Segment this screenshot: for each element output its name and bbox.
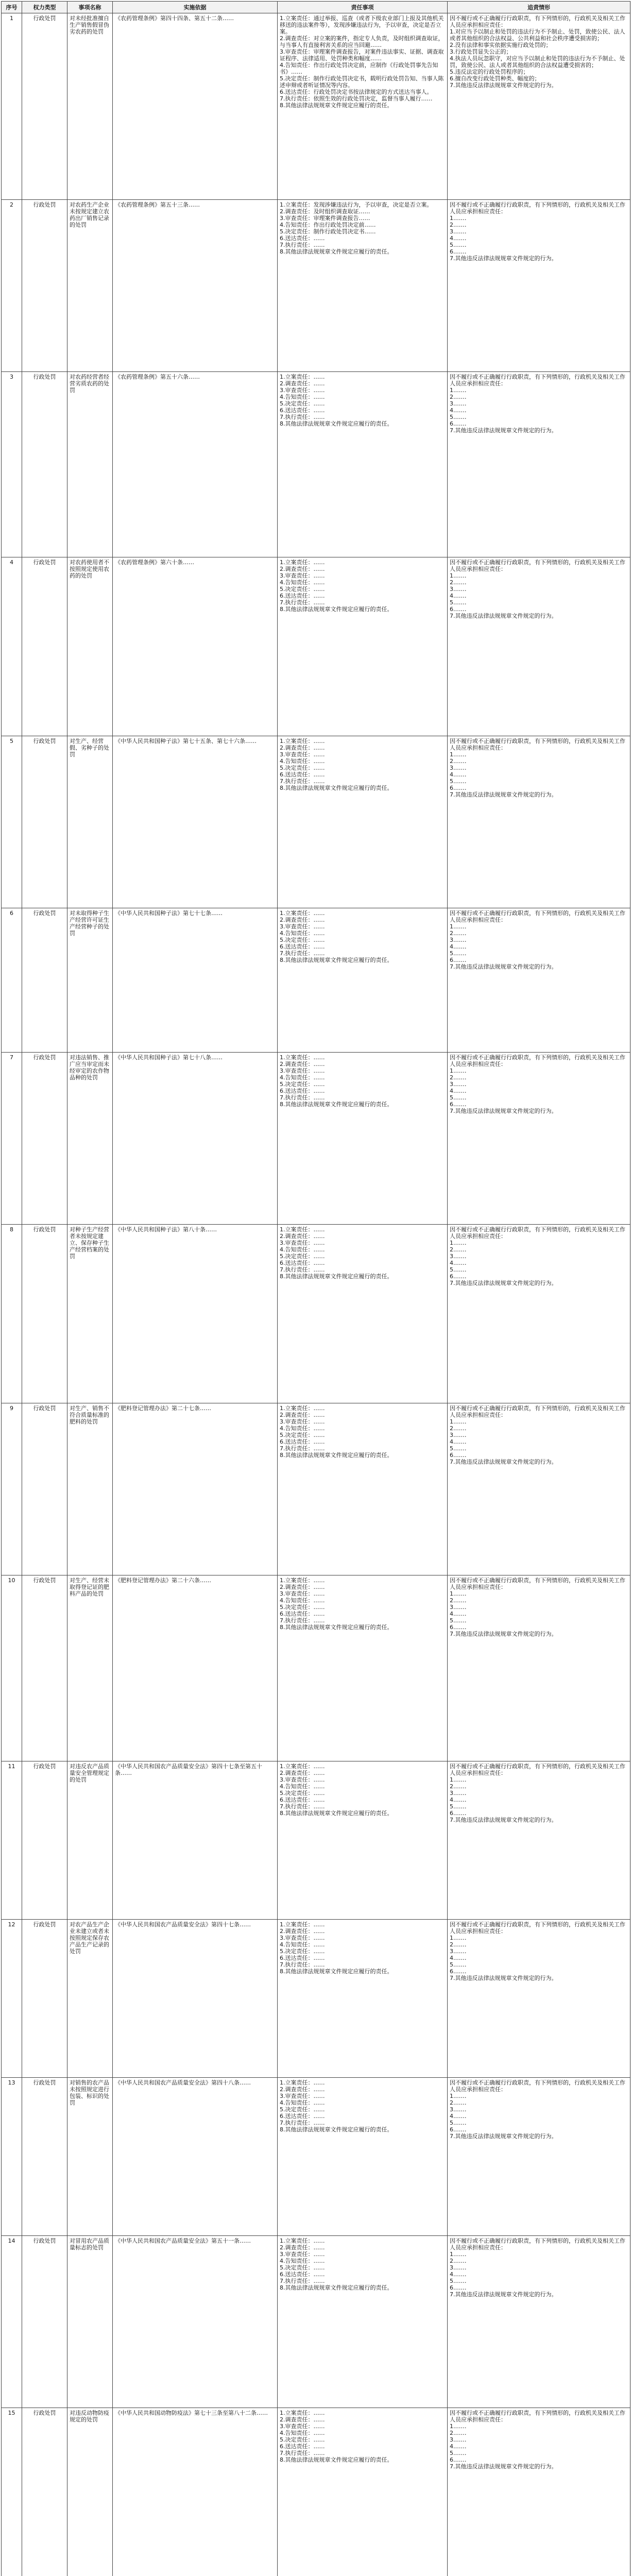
table-row — [2, 2236, 630, 2408]
duty-items: 1.立案责任：通过举报、巡查（或者下级农业部门上报及其他机关移送的违法案件等），发现涉嫌违法行为，予以审查，决定是否立案。 2.调查责任：对立案的案件，指定专人负责，及时组织调查取证，与当事人有直接利害关系的应当回避…… 3.审查责任：审理案件调查报告，对案件违法事实、证据、调查取证程序、法律适用、处罚种类和幅度…… 4.告知责任：作出行政处罚决定前，应制作《行政处罚事先告知书》…… 5.决定责任：制作行政处罚决定书，载明行政处罚告知、当事人陈述申辩或者听证情况等内容。 6.送达责任：行政处罚决定书按法律规定的方式送达当事人。 7.执行责任：依照生效的行政处罚决定，监督当事人履行…… 8.其他法律法规规章文件规定应履行的责任。 — [280, 15, 444, 109]
authority-type-cell — [22, 1053, 67, 1225]
duty-items-cell — [278, 1761, 448, 1920]
implementation-basis-cell — [113, 1920, 278, 2078]
item-name: 对农药使用者不按照规定使用农药的处罚 — [70, 559, 109, 579]
row-number: 11 — [8, 1763, 15, 1770]
liability-cases-cell — [448, 908, 630, 1053]
table-row — [2, 736, 630, 908]
authority-type: 行政处罚 — [33, 1577, 56, 1584]
duty-items: 1.立案责任：发现涉嫌违法行为，予以审查，决定是否立案。 2.调查责任：及时组织调查取证…… 3.审查责任：审理案件调查报告…… 4.告知责任：作出行政处罚决定前…… 5.决定责任：制作行政处罚决定书…… 6.送达责任：…… 7.执行责任：…… 8.其他法律法规规章文件规定应履行的责任。 — [280, 201, 433, 255]
authority-type-cell — [22, 1761, 67, 1920]
row-number-cell — [2, 2408, 22, 2576]
row-number-cell — [2, 1225, 22, 1403]
authority-type-cell — [22, 1225, 67, 1403]
table-row — [2, 1225, 630, 1403]
authority-type-cell — [22, 908, 67, 1053]
duty-items-cell — [278, 1053, 448, 1225]
implementation-basis-cell — [113, 736, 278, 908]
liability-cases: 因不履行或不正确履行行政职责，有下列情形的，行政机关及相关工作人员应承担相应责任： 1.…… 2.…… 3.…… 4.…… 5.…… 6.…… 7.其他违反法律法规规章文件规定的行为。 — [450, 2238, 625, 2298]
item-name-cell — [67, 2236, 113, 2408]
item-name: 对农药生产企业未按规定建立农药出厂销售记录的处罚 — [70, 201, 109, 228]
table-row — [2, 908, 630, 1053]
authority-type-cell — [22, 372, 67, 557]
row-number: 5 — [10, 738, 13, 744]
item-name-cell — [67, 372, 113, 557]
table-row — [2, 372, 630, 557]
item-name: 对未经批准擅自生产销售假冒伪劣农药的处罚 — [70, 15, 109, 35]
authority-type: 行政处罚 — [33, 1054, 56, 1061]
row-number-cell — [2, 200, 22, 372]
authority-type: 行政处罚 — [33, 1226, 56, 1233]
duty-items-cell — [278, 1575, 448, 1761]
row-number-cell — [2, 1920, 22, 2078]
row-number: 3 — [10, 374, 13, 380]
implementation-basis: 《中华人民共和国农产品质量安全法》第四十八条…… — [115, 2079, 251, 2086]
authority-type-cell — [22, 13, 67, 200]
liability-cases-cell — [448, 1403, 630, 1575]
duty-items-cell — [278, 1403, 448, 1575]
implementation-basis-cell — [113, 908, 278, 1053]
duty-items: 1.立案责任：…… 2.调查责任：…… 3.审查责任：…… 4.告知责任：…… 5.决定责任：…… 6.送达责任：…… 7.执行责任：…… 8.其他法律法规规章文件规定应履行的责任。 — [280, 1763, 393, 1817]
authority-type-cell — [22, 2236, 67, 2408]
header-no: 序号 — [2, 2, 22, 13]
row-number: 7 — [10, 1054, 13, 1061]
duty-items: 1.立案责任：…… 2.调查责任：…… 3.审查责任：…… 4.告知责任：…… 5.决定责任：…… 6.送达责任：…… 7.执行责任：…… 8.其他法律法规规章文件规定应履行的责任。 — [280, 738, 393, 791]
liability-cases: 因不履行或不正确履行行政职责，有下列情形的，行政机关及相关工作人员应承担相应责任： 1.…… 2.…… 3.…… 4.…… 5.…… 6.…… 7.其他违反法律法规规章文件规定的行为。 — [450, 2410, 625, 2470]
item-name-cell — [67, 1920, 113, 2078]
item-name: 对生产、销售不符合质量标准的肥料的处罚 — [70, 1405, 109, 1425]
implementation-basis-cell — [113, 13, 278, 200]
duty-items: 1.立案责任：…… 2.调查责任：…… 3.审查责任：…… 4.告知责任：…… 5.决定责任：…… 6.送达责任：…… 7.执行责任：…… 8.其他法律法规规章文件规定应履行的责任。 — [280, 559, 393, 613]
item-name: 对未取得种子生产经营许可证生产经营种子的处罚 — [70, 910, 109, 937]
table-row — [2, 2408, 630, 2576]
implementation-basis-cell — [113, 557, 278, 736]
authority-type-cell — [22, 1920, 67, 2078]
row-number: 8 — [10, 1226, 13, 1233]
row-number: 6 — [10, 910, 13, 917]
authority-type: 行政处罚 — [33, 201, 56, 208]
duty-items: 1.立案责任：…… 2.调查责任：…… 3.审查责任：…… 4.告知责任：…… 5.决定责任：…… 6.送达责任：…… 7.执行责任：…… 8.其他法律法规规章文件规定应履行的责任。 — [280, 1577, 393, 1631]
implementation-basis: 《肥料登记管理办法》第二十六条…… — [115, 1577, 211, 1584]
duty-items-cell — [278, 2236, 448, 2408]
item-name: 对种子生产经营者未按规定建立、保存种子生产经营档案的处罚 — [70, 1226, 109, 1260]
implementation-basis-cell — [113, 1053, 278, 1225]
header-name: 事项名称 — [67, 2, 113, 13]
row-number: 12 — [8, 1921, 15, 1928]
duty-items: 1.立案责任：…… 2.调查责任：…… 3.审查责任：…… 4.告知责任：…… 5.决定责任：…… 6.送达责任：…… 7.执行责任：…… 8.其他法律法规规章文件规定应履行的责任。 — [280, 1226, 393, 1280]
implementation-basis: 《中华人民共和国种子法》第七十五条、第七十六条…… — [115, 738, 257, 744]
liability-cases-cell — [448, 2078, 630, 2236]
authority-type: 行政处罚 — [33, 910, 56, 917]
authority-type: 行政处罚 — [33, 15, 56, 22]
duty-items: 1.立案责任：…… 2.调查责任：…… 3.审查责任：…… 4.告知责任：…… 5.决定责任：…… 6.送达责任：…… 7.执行责任：…… 8.其他法律法规规章文件规定应履行的责任。 — [280, 374, 393, 427]
liability-cases: 因不履行或不正确履行行政职责，有下列情形的，行政机关及相关工作人员应承担相应责任： 1.…… 2.…… 3.…… 4.…… 5.…… 6.…… 7.其他违反法律法规规章文件规定的行为。 — [450, 1577, 625, 1637]
liability-cases: 因不履行或不正确履行行政职责，有下列情形的，行政机关及相关工作人员应承担相应责任： 1.…… 2.…… 3.…… 4.…… 5.…… 6.…… 7.其他违反法律法规规章文件规定的行为。 — [450, 374, 625, 434]
authority-type-cell — [22, 557, 67, 736]
liability-cases-cell — [448, 736, 630, 908]
duty-items-cell — [278, 200, 448, 372]
authority-type-cell — [22, 1575, 67, 1761]
item-name-cell — [67, 13, 113, 200]
row-number-cell — [2, 2236, 22, 2408]
duty-items: 1.立案责任：…… 2.调查责任：…… 3.审查责任：…… 4.告知责任：…… 5.决定责任：…… 6.送达责任：…… 7.执行责任：…… 8.其他法律法规规章文件规定应履行的责任。 — [280, 2238, 393, 2291]
item-name: 对违反动物防疫规定的处罚 — [70, 2410, 109, 2423]
item-name-cell — [67, 1761, 113, 1920]
liability-cases: 因不履行或不正确履行行政职责，有下列情形的，行政机关及相关工作人员应承担相应责任： 1.…… 2.…… 3.…… 4.…… 5.…… 6.…… 7.其他违反法律法规规章文件规定的行为。 — [450, 201, 625, 262]
liability-cases: 因不履行或不正确履行行政职责，有下列情形的，行政机关及相关工作人员应承担相应责任： 1.对应当予以制止和处罚的违法行为不予制止、处罚，致使公民、法人或者其他组织的合法权益、公共利益和社会秩序遭受损害的； 2.没有法律和事实依据实施行政处罚的； 3.行政处罚显失公正的； 4.执法人员玩忽职守，对应当予以制止和处罚的违法行为不予制止、处罚，致使公民、法人或者其他组织的合法权益遭受损害的； 5.违反法定的行政处罚程序的； 6.擅自改变行政处罚种类、幅度的； 7.其他违反法律法规规章文件规定的行为。 — [450, 15, 625, 89]
duty-items-cell — [278, 13, 448, 200]
liability-cases: 因不履行或不正确履行行政职责，有下列情形的，行政机关及相关工作人员应承担相应责任： 1.…… 2.…… 3.…… 4.…… 5.…… 6.…… 7.其他违反法律法规规章文件规定的行为。 — [450, 1763, 625, 1823]
implementation-basis-cell — [113, 2078, 278, 2236]
row-number-cell — [2, 1403, 22, 1575]
item-name-cell — [67, 1053, 113, 1225]
implementation-basis-cell — [113, 1403, 278, 1575]
row-number-cell — [2, 2078, 22, 2236]
item-name: 对冒用农产品质量标志的处罚 — [70, 2238, 109, 2251]
authority-type-cell — [22, 736, 67, 908]
liability-cases-cell — [448, 200, 630, 372]
liability-cases: 因不履行或不正确履行行政职责，有下列情形的，行政机关及相关工作人员应承担相应责任： 1.…… 2.…… 3.…… 4.…… 5.…… 6.…… 7.其他违反法律法规规章文件规定的行为。 — [450, 910, 625, 970]
item-name: 对农产品生产企业未建立或者未按照规定保存农产品生产记录的处罚 — [70, 1921, 109, 1955]
liability-cases-cell — [448, 1575, 630, 1761]
table-row — [2, 2078, 630, 2236]
table-row — [2, 1761, 630, 1920]
liability-cases-cell — [448, 1761, 630, 1920]
authority-type-cell — [22, 2078, 67, 2236]
liability-cases: 因不履行或不正确履行行政职责，有下列情形的，行政机关及相关工作人员应承担相应责任： 1.…… 2.…… 3.…… 4.…… 5.…… 6.…… 7.其他违反法律法规规章文件规定的行为。 — [450, 1921, 625, 1981]
item-name-cell — [67, 736, 113, 908]
item-name-cell — [67, 908, 113, 1053]
duty-items-cell — [278, 2078, 448, 2236]
duty-items: 1.立案责任：…… 2.调查责任：…… 3.审查责任：…… 4.告知责任：…… 5.决定责任：…… 6.送达责任：…… 7.执行责任：…… 8.其他法律法规规章文件规定应履行的责任。 — [280, 1921, 393, 1975]
authority-type: 行政处罚 — [33, 559, 56, 566]
row-number-cell — [2, 1053, 22, 1225]
row-number: 10 — [8, 1577, 15, 1584]
authority-type: 行政处罚 — [33, 1763, 56, 1770]
implementation-basis: 《农药管理条例》第五十六条…… — [115, 374, 200, 380]
authority-type: 行政处罚 — [33, 1921, 56, 1928]
row-number-cell — [2, 1761, 22, 1920]
item-name-cell — [67, 1225, 113, 1403]
authority-table — [1, 1, 630, 2576]
authority-type: 行政处罚 — [33, 2079, 56, 2086]
duty-items: 1.立案责任：…… 2.调查责任：…… 3.审查责任：…… 4.告知责任：…… 5.决定责任：…… 6.送达责任：…… 7.执行责任：…… 8.其他法律法规规章文件规定应履行的责任。 — [280, 2410, 393, 2463]
item-name-cell — [67, 200, 113, 372]
item-name: 对农药经营者经营劣质农药的处罚 — [70, 374, 109, 394]
row-number: 13 — [8, 2079, 15, 2086]
row-number: 1 — [10, 15, 13, 22]
authority-type-cell — [22, 1403, 67, 1575]
table-row — [2, 557, 630, 736]
implementation-basis-cell — [113, 2236, 278, 2408]
table-row — [2, 13, 630, 200]
implementation-basis-cell — [113, 1761, 278, 1920]
table-row — [2, 1403, 630, 1575]
authority-type: 行政处罚 — [33, 738, 56, 744]
table-row — [2, 200, 630, 372]
implementation-basis: 《中华人民共和国农产品质量安全法》第四十七条…… — [115, 1921, 251, 1928]
liability-cases: 因不履行或不正确履行行政职责，有下列情形的，行政机关及相关工作人员应承担相应责任： 1.…… 2.…… 3.…… 4.…… 5.…… 6.…… 7.其他违反法律法规规章文件规定的行为。 — [450, 1405, 625, 1465]
implementation-basis-cell — [113, 372, 278, 557]
implementation-basis: 《肥料登记管理办法》第二十七条…… — [115, 1405, 211, 1412]
implementation-basis: 《中华人民共和国种子法》第七十七条…… — [115, 910, 223, 917]
row-number: 15 — [8, 2410, 15, 2416]
item-name: 对生产、经营未取得登记证的肥料产品的处罚 — [70, 1577, 109, 1597]
implementation-basis: 《农药管理条例》第四十四条、第五十二条…… — [115, 15, 234, 22]
table-row — [2, 1575, 630, 1761]
implementation-basis: 《中华人民共和国种子法》第八十条…… — [115, 1226, 217, 1233]
liability-cases: 因不履行或不正确履行行政职责，有下列情形的，行政机关及相关工作人员应承担相应责任： 1.…… 2.…… 3.…… 4.…… 5.…… 6.…… 7.其他违反法律法规规章文件规定的行为。 — [450, 1054, 625, 1114]
liability-cases-cell — [448, 2236, 630, 2408]
authority-type-cell — [22, 200, 67, 372]
implementation-basis-cell — [113, 1225, 278, 1403]
liability-cases-cell — [448, 1920, 630, 2078]
item-name: 对生产、经营假、劣种子的处罚 — [70, 738, 109, 758]
duty-items-cell — [278, 372, 448, 557]
duty-items: 1.立案责任：…… 2.调查责任：…… 3.审查责任：…… 4.告知责任：…… 5.决定责任：…… 6.送达责任：…… 7.执行责任：…… 8.其他法律法规规章文件规定应履行的责任。 — [280, 910, 393, 963]
item-name-cell — [67, 1403, 113, 1575]
row-number-cell — [2, 557, 22, 736]
implementation-basis: 《中华人民共和国种子法》第七十八条…… — [115, 1054, 223, 1061]
item-name-cell — [67, 2078, 113, 2236]
duty-items-cell — [278, 736, 448, 908]
authority-type: 行政处罚 — [33, 2238, 56, 2244]
duty-items: 1.立案责任：…… 2.调查责任：…… 3.审查责任：…… 4.告知责任：…… 5.决定责任：…… 6.送达责任：…… 7.执行责任：…… 8.其他法律法规规章文件规定应履行的责任。 — [280, 2079, 393, 2133]
implementation-basis: 《中华人民共和国动物防疫法》第七十三条至第八十二条…… — [115, 2410, 268, 2416]
header-liability: 追责情形 — [448, 2, 630, 13]
table-row — [2, 1920, 630, 2078]
liability-cases-cell — [448, 557, 630, 736]
duty-items: 1.立案责任：…… 2.调查责任：…… 3.审查责任：…… 4.告知责任：…… 5.决定责任：…… 6.送达责任：…… 7.执行责任：…… 8.其他法律法规规章文件规定应履行的责任。 — [280, 1054, 393, 1108]
duty-items-cell — [278, 557, 448, 736]
header-duty: 责任事项 — [278, 2, 448, 13]
authority-type: 行政处罚 — [33, 2410, 56, 2416]
liability-cases: 因不履行或不正确履行行政职责，有下列情形的，行政机关及相关工作人员应承担相应责任： 1.…… 2.…… 3.…… 4.…… 5.…… 6.…… 7.其他违反法律法规规章文件规定的行为。 — [450, 559, 625, 619]
header-type: 权力类型 — [22, 2, 67, 13]
duty-items-cell — [278, 908, 448, 1053]
duty-items-cell — [278, 1225, 448, 1403]
authority-type: 行政处罚 — [33, 1405, 56, 1412]
duty-items: 1.立案责任：…… 2.调查责任：…… 3.审查责任：…… 4.告知责任：…… 5.决定责任：…… 6.送达责任：…… 7.执行责任：…… 8.其他法律法规规章文件规定应履行的责任。 — [280, 1405, 393, 1459]
implementation-basis: 《中华人民共和国农产品质量安全法》第五十一条…… — [115, 2238, 251, 2244]
row-number-cell — [2, 13, 22, 200]
row-number: 2 — [10, 201, 13, 208]
row-number-cell — [2, 372, 22, 557]
row-number-cell — [2, 908, 22, 1053]
liability-cases: 因不履行或不正确履行行政职责，有下列情形的，行政机关及相关工作人员应承担相应责任： 1.…… 2.…… 3.…… 4.…… 5.…… 6.…… 7.其他违反法律法规规章文件规定的行为。 — [450, 1226, 625, 1286]
table-header-row — [2, 2, 630, 13]
item-name: 对销售的农产品未按照规定进行包装、标识的处罚 — [70, 2079, 109, 2106]
item-name-cell — [67, 1575, 113, 1761]
liability-cases: 因不履行或不正确履行行政职责，有下列情形的，行政机关及相关工作人员应承担相应责任： 1.…… 2.…… 3.…… 4.…… 5.…… 6.…… 7.其他违反法律法规规章文件规定的行为。 — [450, 738, 625, 798]
item-name: 对违反农产品质量安全管理规定的处罚 — [70, 1763, 109, 1783]
item-name: 对违法销售、推广应当审定而未经审定的农作物品种的处罚 — [70, 1054, 109, 1081]
implementation-basis-cell — [113, 200, 278, 372]
implementation-basis-cell — [113, 2408, 278, 2576]
authority-type-cell — [22, 2408, 67, 2576]
liability-cases-cell — [448, 372, 630, 557]
liability-cases-cell — [448, 2408, 630, 2576]
row-number-cell — [2, 1575, 22, 1761]
liability-cases-cell — [448, 1053, 630, 1225]
item-name-cell — [67, 2408, 113, 2576]
implementation-basis: 《中华人民共和国农产品质量安全法》第四十七条至第五十条…… — [115, 1763, 262, 1776]
implementation-basis-cell — [113, 1575, 278, 1761]
table-row — [2, 1053, 630, 1225]
row-number: 9 — [10, 1405, 13, 1412]
liability-cases-cell — [448, 13, 630, 200]
row-number: 14 — [8, 2238, 15, 2244]
item-name-cell — [67, 557, 113, 736]
header-basis: 实施依据 — [113, 2, 278, 13]
liability-cases-cell — [448, 1225, 630, 1403]
row-number: 4 — [10, 559, 13, 566]
authority-type: 行政处罚 — [33, 374, 56, 380]
row-number-cell — [2, 736, 22, 908]
implementation-basis: 《农药管理条例》第六十条…… — [115, 559, 194, 566]
liability-cases: 因不履行或不正确履行行政职责，有下列情形的，行政机关及相关工作人员应承担相应责任： 1.…… 2.…… 3.…… 4.…… 5.…… 6.…… 7.其他违反法律法规规章文件规定的行为。 — [450, 2079, 625, 2140]
implementation-basis: 《农药管理条例》第五十三条…… — [115, 201, 200, 208]
duty-items-cell — [278, 2408, 448, 2576]
duty-items-cell — [278, 1920, 448, 2078]
